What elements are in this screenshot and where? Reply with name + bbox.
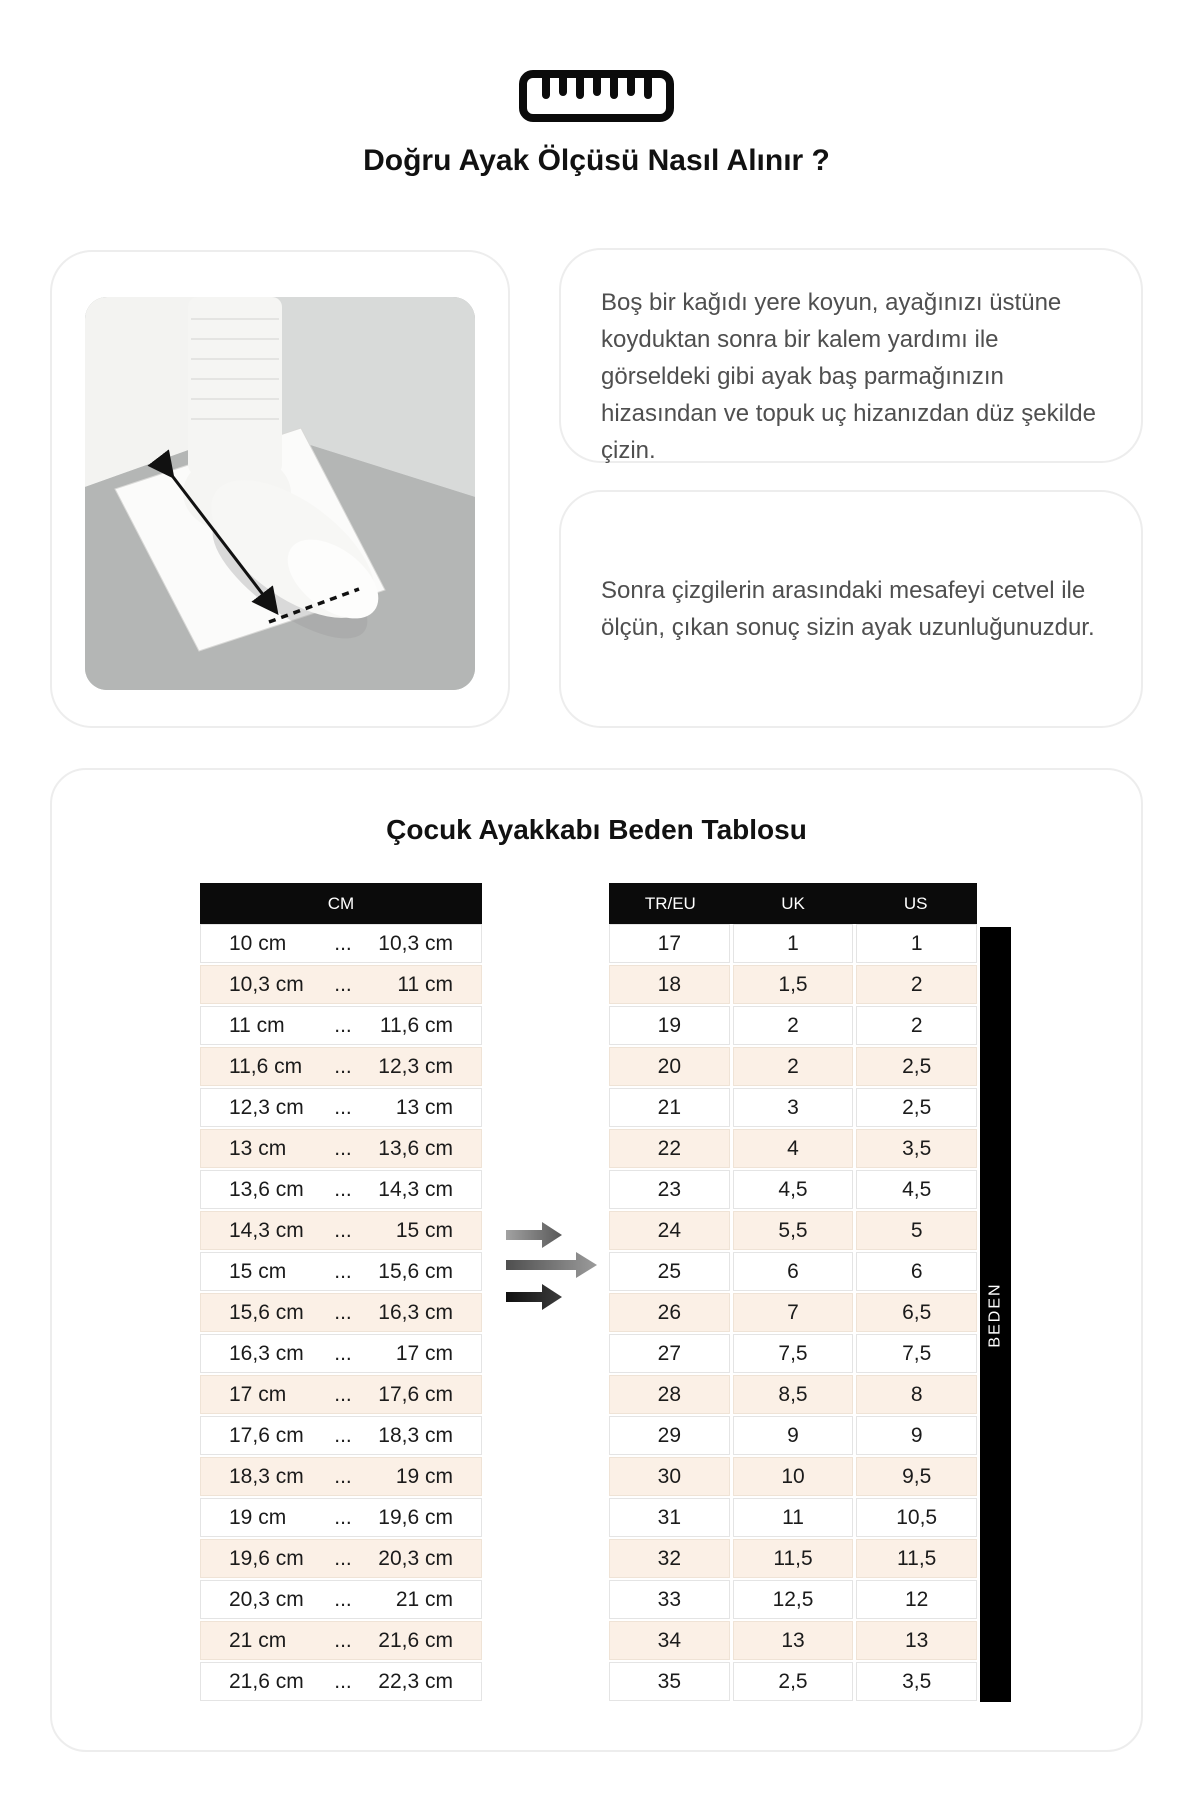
cm-table-row (200, 1252, 482, 1291)
header-us: US (903, 893, 928, 913)
size-table-row (609, 1375, 977, 1414)
cm-range-end: 17 cm (395, 1341, 453, 1365)
range-separator: ... (334, 931, 352, 955)
range-separator: ... (334, 1505, 352, 1529)
cm-table-row (200, 1293, 482, 1332)
cm-table-row (200, 1457, 482, 1496)
transfer-arrows-icon (504, 1220, 604, 1320)
size-table-row (609, 1539, 977, 1578)
range-separator: ... (334, 1341, 352, 1365)
page-title: Doğru Ayak Ölçüsü Nasıl Alınır ? (363, 144, 830, 177)
instruction-card-measure (559, 490, 1143, 728)
size-table-row (609, 1047, 977, 1086)
size-table-row (609, 1211, 977, 1250)
cm-range-end: 19 cm (395, 1464, 453, 1488)
uk-size: 12,5 (733, 1580, 854, 1619)
size-table-title: Çocuk Ayakkabı Beden Tablosu (386, 814, 807, 845)
cm-table-row (200, 1375, 482, 1414)
uk-size: 8,5 (733, 1375, 854, 1414)
size-table-row (609, 1334, 977, 1373)
range-separator: ... (334, 1013, 352, 1037)
measurement-photo-card (50, 250, 510, 728)
cm-range-start: 17 cm (229, 1382, 287, 1406)
instruction-text-draw: Boş bir kağıdı yere koyun, ayağınızı üstüne koyduktan sonra bir kalem yardımı ile görseldeki gibi ayak baş parmağınızın hizasından ve topuk uç hizanızdan düz şekilde çizin. (601, 289, 1096, 464)
range-separator: ... (334, 1587, 352, 1611)
cm-table-row (200, 1416, 482, 1455)
cm-table-row (200, 1129, 482, 1168)
cm-table-row (200, 1170, 482, 1209)
cm-range-end: 13 cm (395, 1095, 453, 1119)
instruction-card-draw (559, 248, 1143, 463)
uk-size: 4,5 (733, 1170, 854, 1209)
uk-size: 11,5 (733, 1539, 854, 1578)
uk-size: 4 (733, 1129, 854, 1168)
uk-size: 9 (733, 1416, 854, 1455)
cm-range-start: 13 cm (229, 1136, 287, 1160)
us-size: 9,5 (856, 1457, 977, 1496)
us-size: 3,5 (856, 1662, 977, 1701)
cm-table-row (200, 965, 482, 1004)
cm-table-row (200, 1334, 482, 1373)
cm-range-end: 11 cm (397, 972, 453, 996)
cm-range-start: 11,6 cm (229, 1054, 303, 1078)
us-size: 10,5 (856, 1498, 977, 1537)
tr-eu-size: 32 (609, 1539, 730, 1578)
size-table-row (609, 1252, 977, 1291)
cm-range-start: 12,3 cm (229, 1095, 304, 1119)
cm-range-end: 10,3 cm (378, 931, 453, 955)
uk-size: 3 (733, 1088, 854, 1127)
tr-eu-size: 31 (609, 1498, 730, 1537)
cm-range-end: 13,6 cm (378, 1136, 453, 1160)
us-size: 2,5 (856, 1088, 977, 1127)
size-table-row (609, 1129, 977, 1168)
range-separator: ... (334, 1382, 352, 1406)
beden-side-bar (980, 927, 1011, 1702)
uk-size: 1,5 (733, 965, 854, 1004)
range-separator: ... (334, 1259, 352, 1283)
range-separator: ... (334, 1464, 352, 1488)
size-table-row (609, 1621, 977, 1660)
us-size: 13 (856, 1621, 977, 1660)
uk-size: 2,5 (733, 1662, 854, 1701)
cm-range-start: 18,3 cm (229, 1464, 304, 1488)
uk-size: 11 (733, 1498, 854, 1537)
tr-eu-size: 25 (609, 1252, 730, 1291)
beden-label: BEDEN (986, 1281, 1004, 1348)
size-table-row (609, 1662, 977, 1701)
cm-table-row (200, 1580, 482, 1619)
tr-eu-size: 26 (609, 1293, 730, 1332)
tr-eu-size: 27 (609, 1334, 730, 1373)
us-size: 7,5 (856, 1334, 977, 1373)
range-separator: ... (334, 1218, 352, 1242)
cm-table-header: CM (200, 883, 482, 924)
cm-range-start: 21 cm (229, 1628, 287, 1652)
uk-size: 5,5 (733, 1211, 854, 1250)
cm-range-end: 17,6 cm (378, 1382, 453, 1406)
us-size: 6 (856, 1252, 977, 1291)
cm-range-end: 11,6 cm (379, 1013, 453, 1037)
cm-range-start: 21,6 cm (229, 1669, 304, 1693)
cm-table-row (200, 1539, 482, 1578)
tr-eu-size: 22 (609, 1129, 730, 1168)
cm-range-start: 19,6 cm (229, 1546, 304, 1570)
cm-table-row (200, 1211, 482, 1250)
cm-range-start: 11 cm (229, 1013, 285, 1037)
header-tr-eu: TR/EU (644, 893, 696, 913)
tr-eu-size: 17 (609, 924, 730, 963)
us-size: 11,5 (856, 1539, 977, 1578)
us-size: 5 (856, 1211, 977, 1250)
uk-size: 13 (733, 1621, 854, 1660)
tr-eu-size: 20 (609, 1047, 730, 1086)
us-size: 6,5 (856, 1293, 977, 1332)
tr-eu-size: 33 (609, 1580, 730, 1619)
us-size: 1 (856, 924, 977, 963)
uk-size: 6 (733, 1252, 854, 1291)
range-separator: ... (334, 1546, 352, 1570)
cm-table (200, 883, 482, 1703)
instruction-text-measure: Sonra çizgilerin arasındaki mesafeyi cetvel ile ölçün, çıkan sonuç sizin ayak uzunluğunuzdur. (601, 577, 1095, 641)
tr-eu-size: 19 (609, 1006, 730, 1045)
us-size: 9 (856, 1416, 977, 1455)
cm-range-end: 15,6 cm (378, 1259, 453, 1283)
header-uk: UK (781, 893, 805, 913)
cm-range-start: 10 cm (229, 931, 287, 955)
size-table-row (609, 1170, 977, 1209)
foot-measurement-photo (85, 297, 475, 690)
cm-range-start: 16,3 cm (229, 1341, 304, 1365)
cm-table-row (200, 1498, 482, 1537)
uk-size: 7 (733, 1293, 854, 1332)
cm-table-row (200, 1088, 482, 1127)
range-separator: ... (334, 1300, 352, 1324)
us-size: 12 (856, 1580, 977, 1619)
us-size: 2 (856, 965, 977, 1004)
cm-table-row (200, 1621, 482, 1660)
cm-range-end: 20,3 cm (378, 1546, 453, 1570)
tr-eu-size: 30 (609, 1457, 730, 1496)
size-conversion-table (609, 883, 977, 1703)
cm-range-end: 22,3 cm (378, 1669, 453, 1693)
cm-range-end: 18,3 cm (378, 1423, 453, 1447)
size-table-row (609, 1457, 977, 1496)
range-separator: ... (334, 1628, 352, 1652)
cm-table-row (200, 924, 482, 963)
size-table-row (609, 965, 977, 1004)
tr-eu-size: 28 (609, 1375, 730, 1414)
cm-range-end: 21,6 cm (378, 1628, 453, 1652)
tr-eu-size: 23 (609, 1170, 730, 1209)
tr-eu-size: 35 (609, 1662, 730, 1701)
cm-range-start: 20,3 cm (229, 1587, 304, 1611)
range-separator: ... (334, 1669, 352, 1693)
uk-size: 2 (733, 1047, 854, 1086)
size-table-row (609, 1498, 977, 1537)
cm-range-start: 14,3 cm (229, 1218, 304, 1242)
size-table-body (609, 924, 977, 1701)
range-separator: ... (334, 1136, 352, 1160)
size-table-card (50, 768, 1143, 1752)
cm-range-start: 15 cm (229, 1259, 287, 1283)
tr-eu-size: 34 (609, 1621, 730, 1660)
range-separator: ... (334, 972, 352, 996)
range-separator: ... (334, 1054, 352, 1078)
us-size: 8 (856, 1375, 977, 1414)
cm-range-start: 13,6 cm (229, 1177, 304, 1201)
size-table-row (609, 1088, 977, 1127)
uk-size: 7,5 (733, 1334, 854, 1373)
cm-table-row (200, 1006, 482, 1045)
cm-range-end: 14,3 cm (378, 1177, 453, 1201)
us-size: 2,5 (856, 1047, 977, 1086)
range-separator: ... (334, 1095, 352, 1119)
size-table-header-row (609, 883, 977, 924)
uk-size: 1 (733, 924, 854, 963)
tr-eu-size: 24 (609, 1211, 730, 1250)
us-size: 2 (856, 1006, 977, 1045)
us-size: 3,5 (856, 1129, 977, 1168)
cm-table-row (200, 1662, 482, 1701)
cm-table-body (200, 924, 482, 1701)
cm-table-row (200, 1047, 482, 1086)
tr-eu-size: 29 (609, 1416, 730, 1455)
cm-range-end: 21 cm (395, 1587, 453, 1611)
size-table-row (609, 1006, 977, 1045)
cm-range-end: 15 cm (395, 1218, 453, 1242)
cm-range-end: 12,3 cm (378, 1054, 453, 1078)
size-table-row (609, 1416, 977, 1455)
size-table-row (609, 924, 977, 963)
uk-size: 2 (733, 1006, 854, 1045)
range-separator: ... (334, 1177, 352, 1201)
tr-eu-size: 18 (609, 965, 730, 1004)
us-size: 4,5 (856, 1170, 977, 1209)
ruler-icon (519, 70, 674, 122)
cm-range-start: 17,6 cm (229, 1423, 304, 1447)
size-table-row (609, 1580, 977, 1619)
uk-size: 10 (733, 1457, 854, 1496)
tr-eu-size: 21 (609, 1088, 730, 1127)
cm-range-start: 10,3 cm (229, 972, 304, 996)
cm-range-start: 19 cm (229, 1505, 287, 1529)
cm-range-start: 15,6 cm (229, 1300, 304, 1324)
range-separator: ... (334, 1423, 352, 1447)
size-table-row (609, 1293, 977, 1332)
cm-range-end: 16,3 cm (378, 1300, 453, 1324)
cm-range-end: 19,6 cm (378, 1505, 453, 1529)
